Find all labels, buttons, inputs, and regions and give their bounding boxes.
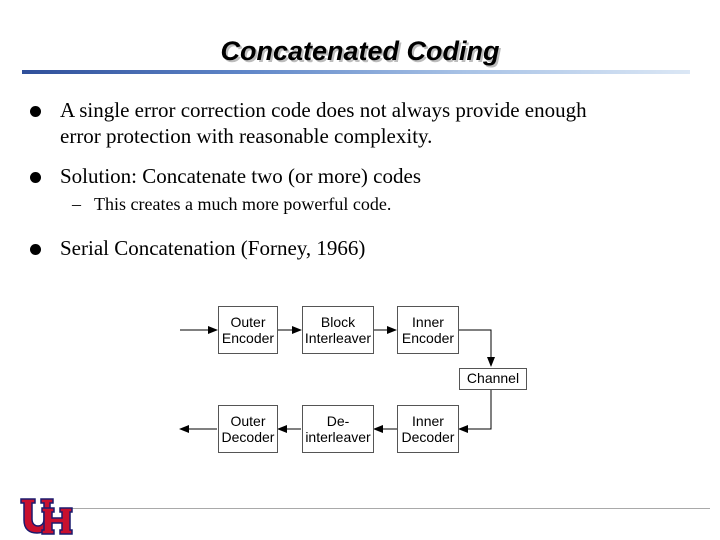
deinterleaver-box: De- interleaver	[302, 405, 374, 453]
inner-decoder-box: Inner Decoder	[397, 405, 459, 453]
footer-rule	[70, 508, 710, 509]
inner-encoder-box: Inner Encoder	[397, 306, 459, 354]
arrow-encoder-to-channel	[457, 330, 491, 366]
channel-box: Channel	[459, 368, 527, 390]
block-interleaver-box: Block Interleaver	[302, 306, 374, 354]
bullet-3-line-1: Serial Concatenation (Forney, 1966)	[60, 236, 366, 260]
outer-encoder-box: Outer Encoder	[218, 306, 278, 354]
bullet-1-line-2: error protection with reasonable complexity.	[60, 124, 433, 148]
bullet-2-line-1: Solution: Concatenate two (or more) codes	[60, 164, 421, 188]
slide-title: Concatenated Coding	[220, 36, 500, 66]
outer-decoder-box: Outer Decoder	[218, 405, 278, 453]
arrow-channel-to-decoder	[459, 389, 491, 429]
uh-logo-icon	[18, 496, 74, 538]
bullet-1-line-1: A single error correction code does not always provide enough	[60, 98, 587, 122]
sub-bullet-text: This creates a much more powerful code.	[94, 194, 392, 214]
dash-icon: –	[72, 194, 81, 214]
